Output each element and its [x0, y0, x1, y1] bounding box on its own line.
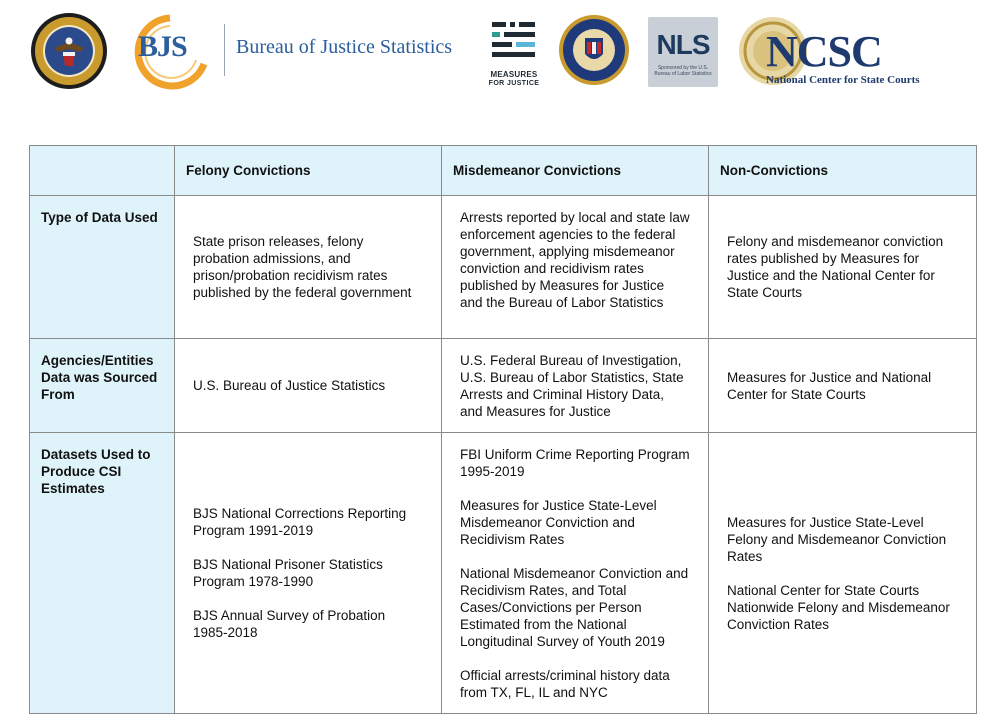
cell-text: FBI Uniform Crime Reporting Program 1995-2019	[460, 447, 690, 479]
table-cell	[709, 433, 977, 714]
table-cell	[442, 339, 709, 433]
nls-logo	[648, 17, 718, 87]
table-row	[30, 339, 977, 433]
cell-text: Measures for Justice State-Level Felony and Misdemeanor Conviction Rates	[727, 514, 947, 564]
corner-header-cell	[30, 146, 175, 196]
table-cell	[175, 196, 442, 339]
logo-divider	[224, 24, 225, 76]
table-row	[30, 433, 977, 714]
fbi-seal-icon	[558, 14, 630, 86]
cell-text: Arrests reported by local and state law enforcement agencies to the federal government, applying misdemeanor conviction and recidivism rates published by Measures for Justice and the Bureau of Labor Statistics	[460, 210, 690, 310]
nls-letters: NLS	[656, 29, 710, 60]
table-row	[30, 196, 977, 339]
column-header-non-convictions: Non-Convictions	[709, 146, 977, 196]
cell-text: State prison releases, felony probation admissions, and prison/probation recidivism rates published by the federal government	[193, 234, 412, 300]
cell-text: BJS Annual Survey of Probation 1985-2018	[193, 608, 386, 640]
cell-text: U.S. Bureau of Justice Statistics	[193, 378, 386, 393]
nls-sponsor-text: Sponsored by the U.S. Bureau of Labor Statistics	[654, 65, 712, 77]
row-header: Datasets Used to Produce CSI Estimates	[30, 433, 175, 714]
column-header-felony: Felony Convictions	[175, 146, 442, 196]
cell-text: Official arrests/criminal history data from TX, FL, IL and NYC	[460, 668, 670, 700]
cell-text: Measures for Justice State-Level Misdemeanor Conviction and Recidivism Rates	[460, 498, 657, 547]
cell-text: BJS National Corrections Reporting Program 1991-2019	[193, 506, 407, 538]
cell-text: Felony and misdemeanor conviction rates published by Measures for Justice and the National Center for State Courts	[727, 234, 944, 300]
cell-text: National Misdemeanor Conviction and Recidivism Rates, and Total Cases/Convictions per Person Estimated from the National Longitudinal Survey of Youth 2019	[460, 566, 689, 649]
logo-strip	[0, 0, 1000, 100]
table-cell	[175, 433, 442, 714]
doj-seal-icon	[30, 12, 108, 90]
cell-text: U.S. Federal Bureau of Investigation, U.S. Bureau of Labor Statistics, State Arrests and Criminal History Data, and Measures for Justice	[460, 353, 684, 419]
ncsc-letters: NCSC	[766, 27, 882, 76]
data-sources-table	[29, 145, 977, 714]
table-cell	[442, 196, 709, 339]
row-header: Agencies/Entities Data was Sourced From	[30, 339, 175, 433]
table-header-row	[30, 146, 977, 196]
column-header-misdemeanor: Misdemeanor Convictions	[442, 146, 709, 196]
table-cell	[709, 339, 977, 433]
cell-text: Measures for Justice and National Center for State Courts	[727, 369, 932, 402]
table-cell	[442, 433, 709, 714]
bjs-mark-text: BJS	[138, 30, 187, 63]
mfj-label: MEASURES	[490, 70, 538, 79]
table-cell	[175, 339, 442, 433]
row-header: Type of Data Used	[30, 196, 175, 339]
ncsc-subtitle: National Center for State Courts	[766, 74, 920, 86]
table-cell	[709, 196, 977, 339]
cell-text: National Center for State Courts Nationwide Felony and Misdemeanor Conviction Rates	[727, 582, 950, 632]
bjs-name: Bureau of Justice Statistics	[236, 36, 453, 58]
mfj-sublabel: FOR JUSTICE	[488, 80, 540, 87]
cell-text: BJS National Prisoner Statistics Program 1978-1990	[193, 557, 383, 589]
